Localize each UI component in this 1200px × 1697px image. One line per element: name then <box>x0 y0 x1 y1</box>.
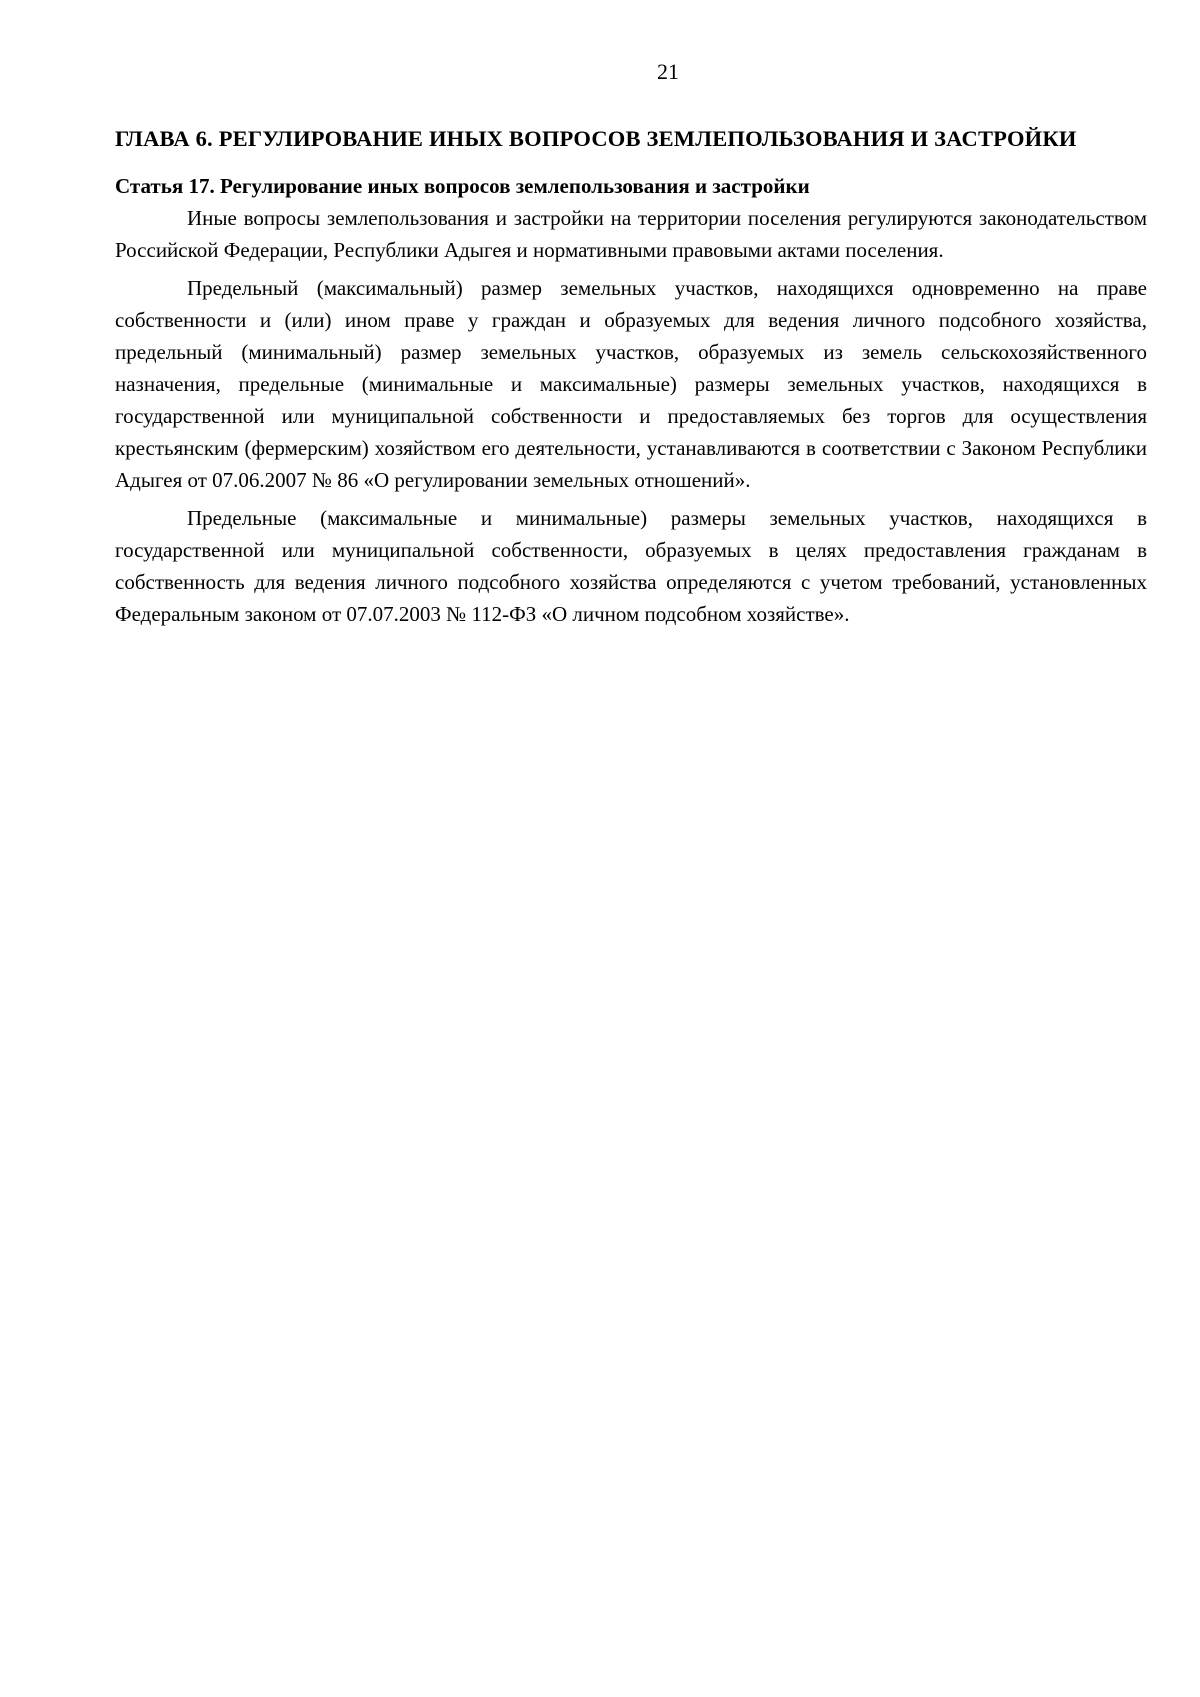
article-paragraph: Иные вопросы землепользования и застройки на территории поселения регулируются законодательством Российской Федерации, Республики Адыгея и нормативными правовыми актами поселения. <box>115 206 1147 262</box>
page-number: 21 <box>657 59 679 84</box>
page-content <box>115 122 1147 630</box>
article-paragraph: Предельный (максимальный) размер земельных участков, находящихся одновременно на праве собственности и (или) ином праве у граждан и образуемых для ведения личного подсобного хозяйства, предельный (минимальный) размер земельных участков, образуемых из земель сельскохозяйственного назначения, предельные (минимальные и максимальные) размеры земельных участков, находящихся в государственной или муниципальной собственности и предоставляемых без торгов для осуществления крестьянским (фермерским) хозяйством его деятельности, устанавливаются в соответствии с Законом Республики Адыгея от 07.06.2007 № 86 «О регулировании земельных отношений». <box>115 276 1147 492</box>
article-paragraph: Предельные (максимальные и минимальные) размеры земельных участков, находящихся в государственной или муниципальной собственности, образуемых в целях предоставления гражданам в собственность для ведения личного подсобного хозяйства определяются с учетом требований, установленных Федеральным законом от 07.07.2003 № 112-ФЗ «О личном подсобном хозяйстве». <box>115 506 1147 626</box>
article-title: Статья 17. Регулирование иных вопросов землепользования и застройки <box>115 174 810 198</box>
chapter-title: ГЛАВА 6. РЕГУЛИРОВАНИЕ ИНЫХ ВОПРОСОВ ЗЕМЛЕПОЛЬЗОВАНИЯ И ЗАСТРОЙКИ <box>115 126 1077 151</box>
